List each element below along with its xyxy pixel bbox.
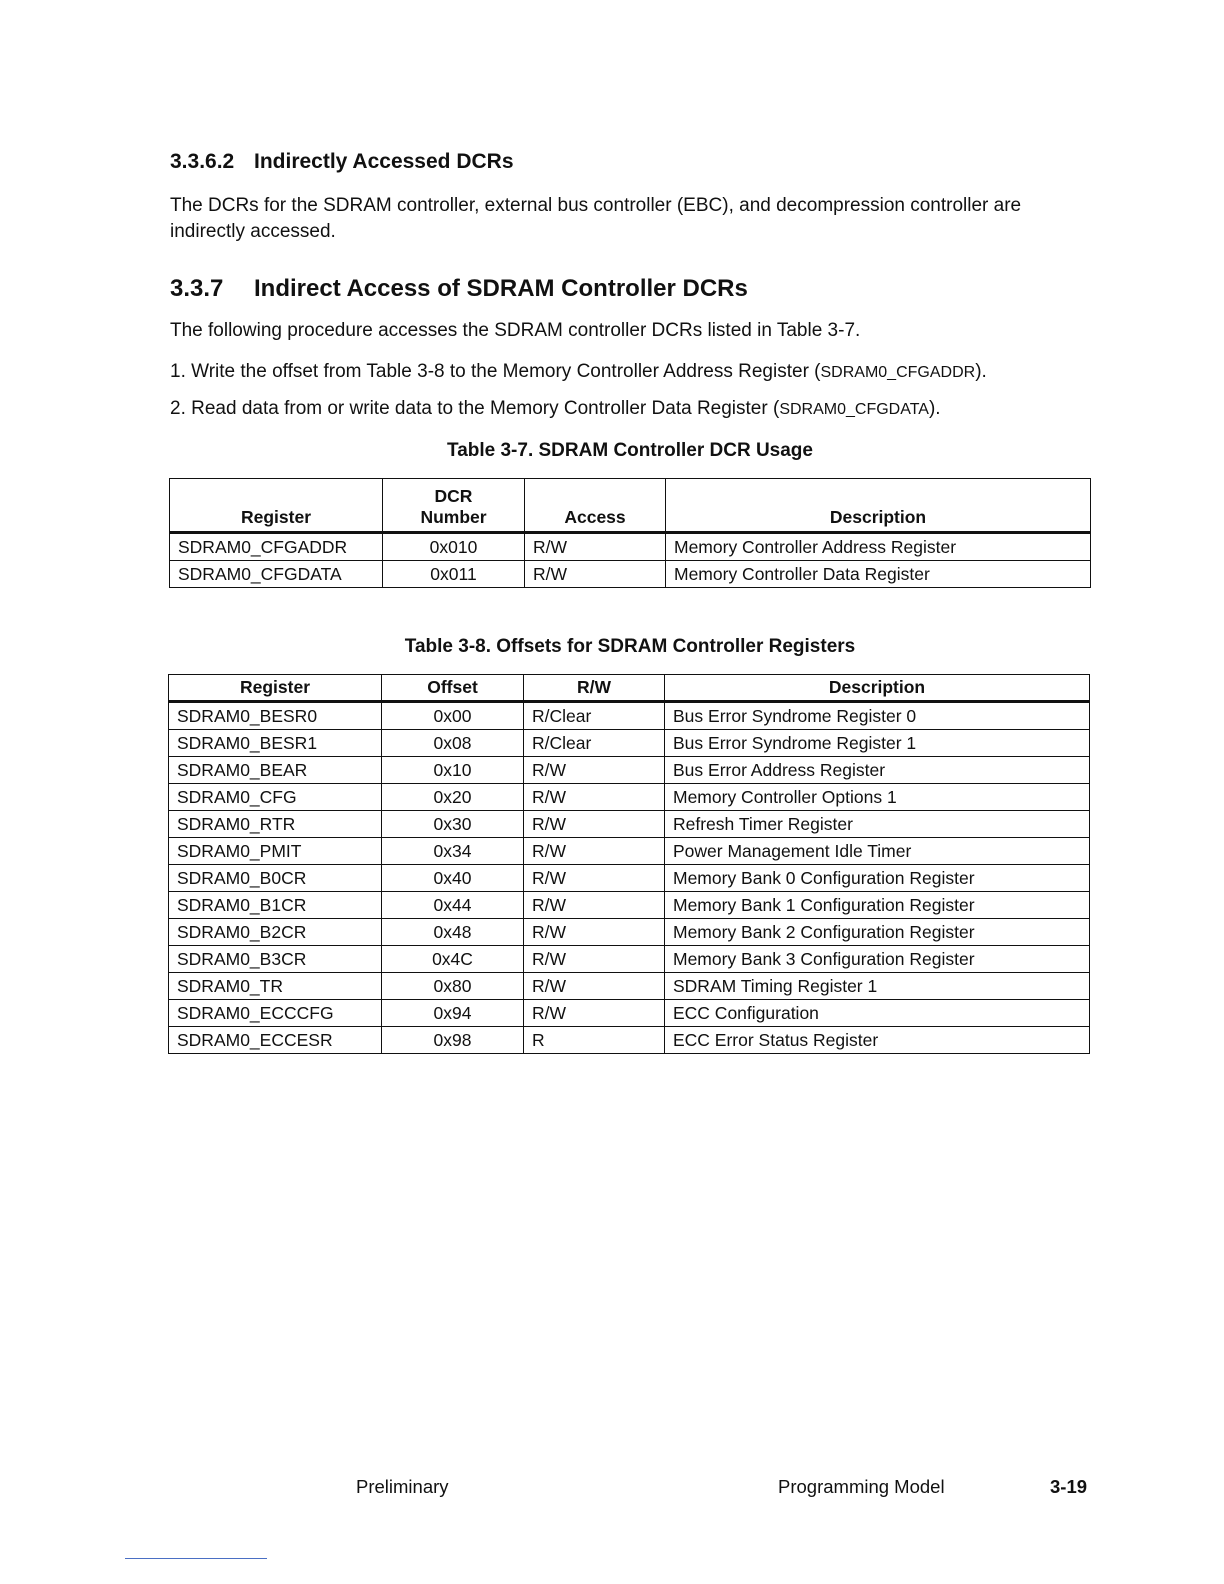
table-row [169, 973, 1090, 1000]
step-text: 1. Write the offset from Table 3-8 to the Memory Controller Address Register ( [170, 361, 821, 382]
procedure-paragraph: The following procedure accesses the SDRAM controller DCRs listed in Table 3-7. [170, 320, 861, 341]
table-header-row [170, 479, 1091, 533]
cell-access: R/W [524, 919, 665, 946]
cell-register: SDRAM0_B0CR [169, 865, 382, 892]
table-row [169, 892, 1090, 919]
cell-access: R/Clear [524, 702, 665, 730]
cell-register: SDRAM0_B3CR [169, 946, 382, 973]
register-name: SDRAM0_CFGADDR [820, 364, 976, 381]
cell-access: R/W [524, 1000, 665, 1027]
cell-description: Memory Bank 0 Configuration Register [665, 865, 1090, 892]
cell-access: R/W [524, 757, 665, 784]
table-row [169, 865, 1090, 892]
cell-access: R/W [524, 973, 665, 1000]
header-description: Description [665, 675, 1090, 702]
cell-register: SDRAM0_CFGADDR [170, 533, 383, 561]
procedure-step-2 [170, 396, 941, 423]
header-register: Register [170, 479, 383, 533]
cell-number: 0x08 [382, 730, 524, 757]
cell-number: 0x010 [383, 533, 525, 561]
intro-paragraph: The DCRs for the SDRAM controller, external bus controller (EBC), and decompression controller are indirectly accessed. [170, 195, 1022, 242]
cell-access: R/W [525, 533, 666, 561]
cell-access: R/W [524, 946, 665, 973]
cell-access: R [524, 1027, 665, 1054]
cell-number: 0x40 [382, 865, 524, 892]
cell-description: Memory Bank 1 Configuration Register [665, 892, 1090, 919]
table-row [169, 1000, 1090, 1027]
step-end: ). [975, 361, 987, 382]
header-dcr-number [383, 479, 525, 533]
table-row [169, 757, 1090, 784]
cell-description: ECC Configuration [665, 1000, 1090, 1027]
cell-number: 0x10 [382, 757, 524, 784]
section-number: 3.3.6.2 [170, 150, 235, 173]
cell-register: SDRAM0_BEAR [169, 757, 382, 784]
section-title: Indirectly Accessed DCRs [254, 150, 514, 173]
cell-description: Memory Controller Data Register [666, 561, 1091, 588]
cell-register: SDRAM0_TR [169, 973, 382, 1000]
cell-number: 0x80 [382, 973, 524, 1000]
cell-description: Memory Bank 2 Configuration Register [665, 919, 1090, 946]
table-row [169, 946, 1090, 973]
cell-description: Memory Controller Options 1 [665, 784, 1090, 811]
cell-description: Bus Error Syndrome Register 1 [665, 730, 1090, 757]
cell-access: R/Clear [524, 730, 665, 757]
header-rw: R/W [524, 675, 665, 702]
cell-access: R/W [524, 892, 665, 919]
cell-register: SDRAM0_BESR1 [169, 730, 382, 757]
footer-chapter: Programming Model [778, 1476, 945, 1497]
cell-description: Bus Error Syndrome Register 0 [665, 702, 1090, 730]
footer-status: Preliminary [356, 1476, 449, 1497]
cell-access: R/W [524, 838, 665, 865]
table-row [170, 561, 1091, 588]
register-name: SDRAM0_CFGDATA [779, 401, 929, 418]
cell-description: Memory Controller Address Register [666, 533, 1091, 561]
table-row [169, 838, 1090, 865]
table-row [169, 730, 1090, 757]
step-text: 2. Read data from or write data to the Memory Controller Data Register ( [170, 398, 780, 419]
cell-number: 0x44 [382, 892, 524, 919]
cell-number: 0x48 [382, 919, 524, 946]
table-row [169, 702, 1090, 730]
procedure-step-1 [170, 359, 987, 386]
page-number: 3-19 [1050, 1476, 1088, 1497]
cell-description: SDRAM Timing Register 1 [665, 973, 1090, 1000]
cell-access: R/W [525, 561, 666, 588]
header-register: Register [169, 675, 382, 702]
register-offsets-body [169, 702, 1090, 1054]
cell-number: 0x00 [382, 702, 524, 730]
table-3-8-caption: Table 3-8. Offsets for SDRAM Controller Registers [404, 636, 856, 657]
table-row [170, 533, 1091, 561]
footer-rule [125, 1558, 267, 1559]
cell-register: SDRAM0_RTR [169, 811, 382, 838]
section-heading-3-3-6-2 [170, 150, 514, 174]
cell-description: Refresh Timer Register [665, 811, 1090, 838]
table-3-7-caption: Table 3-7. SDRAM Controller DCR Usage [447, 440, 813, 461]
cell-access: R/W [524, 811, 665, 838]
table-header-row [169, 675, 1090, 702]
header-dcr-line2: Number [420, 507, 487, 527]
section-title: Indirect Access of SDRAM Controller DCRs [254, 275, 748, 302]
header-offset: Offset [382, 675, 524, 702]
table-row [169, 919, 1090, 946]
cell-register: SDRAM0_ECCCFG [169, 1000, 382, 1027]
cell-access: R/W [524, 865, 665, 892]
cell-number: 0x011 [383, 561, 525, 588]
dcr-usage-table [169, 478, 1091, 588]
section-heading-3-3-7 [170, 275, 748, 303]
table-row [169, 784, 1090, 811]
header-description: Description [666, 479, 1091, 533]
cell-register: SDRAM0_ECCESR [169, 1027, 382, 1054]
cell-description: Memory Bank 3 Configuration Register [665, 946, 1090, 973]
register-offsets-table [168, 674, 1090, 1054]
cell-description: ECC Error Status Register [665, 1027, 1090, 1054]
cell-description: Bus Error Address Register [665, 757, 1090, 784]
header-access: Access [525, 479, 666, 533]
header-dcr-line1: DCR [434, 486, 473, 506]
cell-access: R/W [524, 784, 665, 811]
section-number: 3.3.7 [170, 275, 224, 302]
cell-number: 0x34 [382, 838, 524, 865]
cell-number: 0x94 [382, 1000, 524, 1027]
cell-register: SDRAM0_CFGDATA [170, 561, 383, 588]
cell-register: SDRAM0_B2CR [169, 919, 382, 946]
table-row [169, 1027, 1090, 1054]
cell-number: 0x20 [382, 784, 524, 811]
cell-register: SDRAM0_B1CR [169, 892, 382, 919]
cell-description: Power Management Idle Timer [665, 838, 1090, 865]
cell-number: 0x98 [382, 1027, 524, 1054]
cell-number: 0x4C [382, 946, 524, 973]
cell-register: SDRAM0_CFG [169, 784, 382, 811]
dcr-usage-body [170, 533, 1091, 588]
cell-register: SDRAM0_PMIT [169, 838, 382, 865]
step-end: ). [928, 398, 941, 419]
table-row [169, 811, 1090, 838]
cell-register: SDRAM0_BESR0 [169, 702, 382, 730]
cell-number: 0x30 [382, 811, 524, 838]
